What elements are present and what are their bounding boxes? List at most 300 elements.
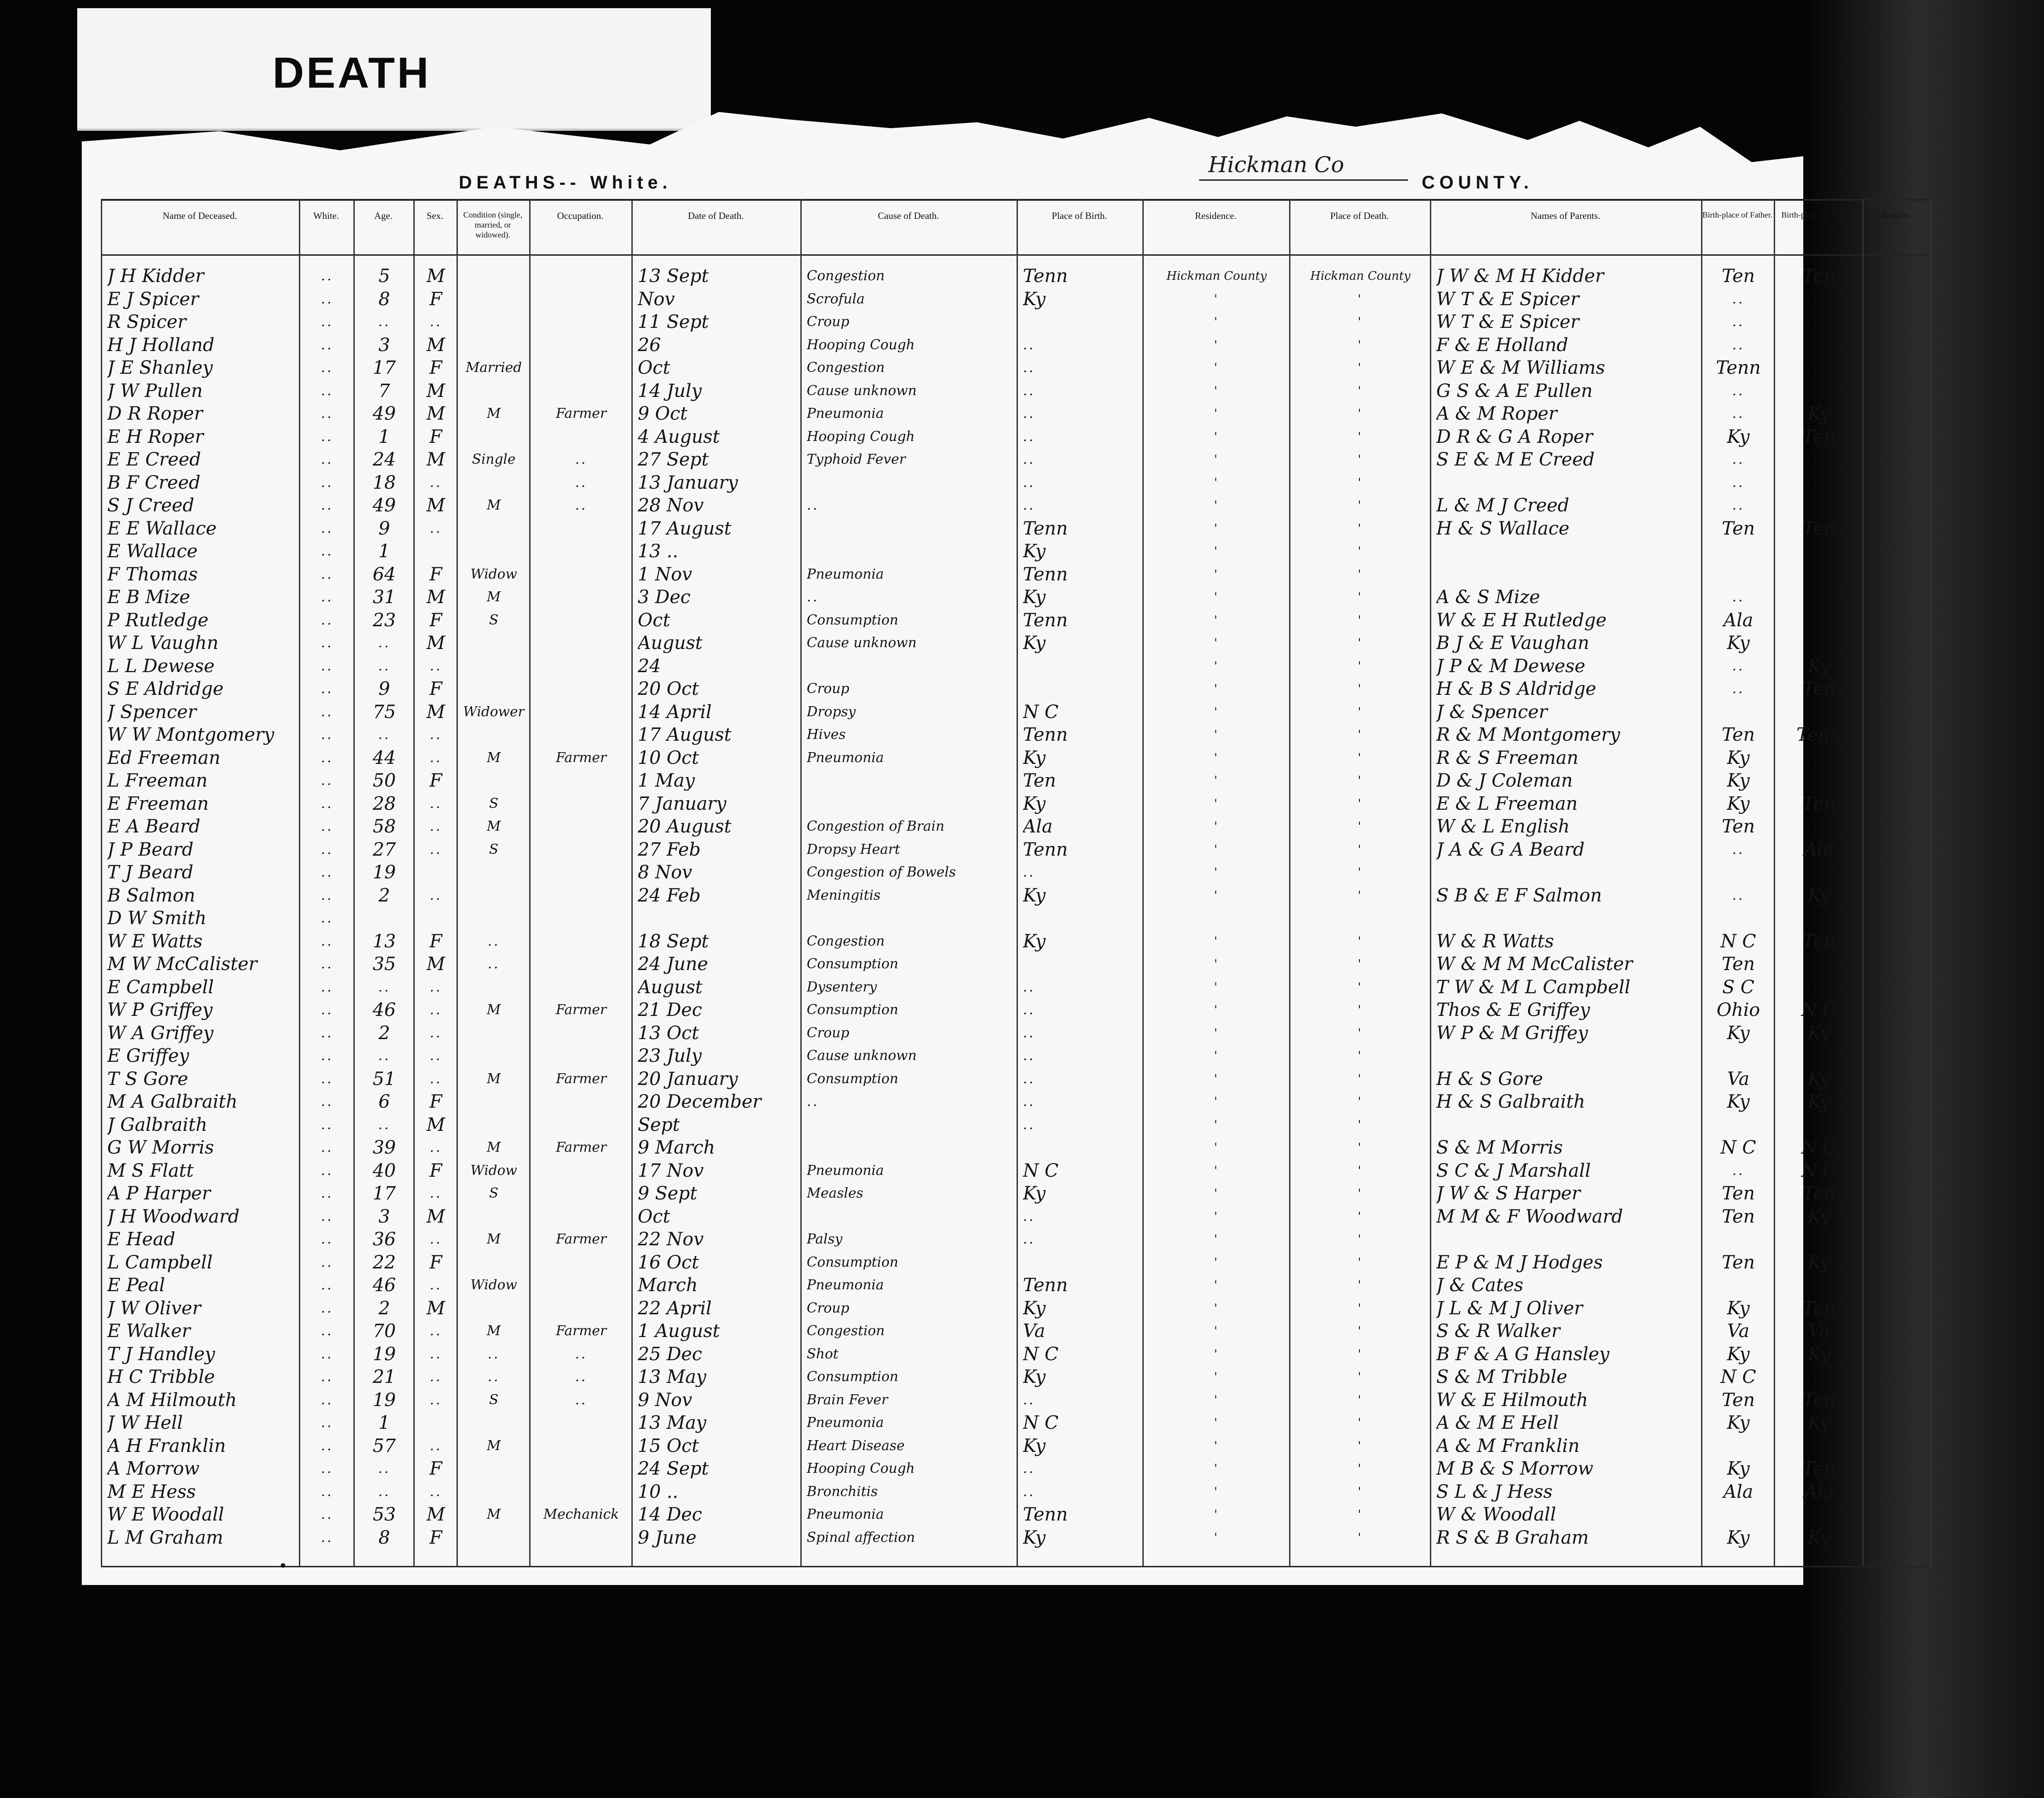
cell-residence: ' xyxy=(1214,613,1220,627)
cell-birthplace xyxy=(1023,310,1138,334)
cell-sex: .. xyxy=(429,795,442,812)
cell-parents: S B & E F Salmon xyxy=(1436,885,1602,906)
cell-cause xyxy=(807,769,1012,793)
cell-parents: W & L English xyxy=(1436,816,1570,837)
cell-residence: ' xyxy=(1214,866,1220,879)
cell-white: .. xyxy=(321,1323,333,1339)
cell-date: 13 Sept xyxy=(638,266,709,287)
cell-cause: .. xyxy=(807,589,819,605)
cell-white: .. xyxy=(321,1185,333,1201)
cell-cause: Heart Disease xyxy=(807,1437,905,1454)
cell-mother-birthplace: Ten xyxy=(1802,1458,1836,1479)
cell-sex: M xyxy=(427,1298,445,1319)
cell-date: 25 Dec xyxy=(638,1343,702,1365)
cell-age: 49 xyxy=(372,495,396,516)
cell-father-birthplace: .. xyxy=(1732,1162,1745,1179)
cell-white: .. xyxy=(321,956,333,972)
cell-residence: ' xyxy=(1214,1187,1220,1200)
cell-father-birthplace xyxy=(1707,906,1769,930)
cell-date: 10 Oct xyxy=(638,747,699,768)
cell-mother-birthplace: Ten xyxy=(1802,793,1836,814)
cell-birthplace: .. xyxy=(1023,360,1036,376)
cell-white: .. xyxy=(321,589,333,605)
cell-parents: W T & E Spicer xyxy=(1436,288,1579,310)
cell-age: 24 xyxy=(372,449,396,470)
cell-white: .. xyxy=(321,451,333,467)
cell-father-birthplace: .. xyxy=(1732,658,1745,674)
table-row xyxy=(0,930,2044,953)
cell-name: J H Woodward xyxy=(107,1206,240,1227)
cell-father-birthplace: Ky xyxy=(1727,633,1750,654)
cell-mother-birthplace: .. xyxy=(1812,474,1826,490)
cell-birthplace: .. xyxy=(1023,1116,1036,1133)
cell-father-birthplace: .. xyxy=(1732,589,1745,605)
cell-parents: S & M Morris xyxy=(1436,1137,1563,1158)
cell-age: 9 xyxy=(378,679,390,699)
cell-birthplace: Tenn xyxy=(1023,518,1068,539)
cell-birthplace: .. xyxy=(1023,1025,1036,1041)
cell-white: .. xyxy=(321,1048,333,1064)
cell-date: 9 Oct xyxy=(638,403,688,424)
cell-age: 31 xyxy=(372,587,396,608)
cell-age: 70 xyxy=(372,1321,396,1342)
table-row xyxy=(0,1205,2044,1228)
column-header-name: Name of Deceased. xyxy=(163,210,237,221)
cell-white: .. xyxy=(321,1231,333,1247)
cell-father-birthplace: .. xyxy=(1732,497,1745,513)
table-row xyxy=(0,494,2044,517)
cell-sex: F xyxy=(429,1252,442,1273)
cell-place-of-death: ' xyxy=(1358,1233,1363,1246)
cell-name: D W Smith xyxy=(107,908,207,929)
cell-birthplace: .. xyxy=(1023,1208,1036,1224)
cell-parents xyxy=(1436,1228,1697,1251)
cell-birthplace: Tenn xyxy=(1023,609,1068,631)
cell-sex: F xyxy=(429,564,442,585)
cell-sex: M xyxy=(427,1206,445,1227)
cell-cause: .. xyxy=(807,497,819,513)
cell-place-of-death: ' xyxy=(1358,751,1363,765)
cell-father-birthplace: N C xyxy=(1720,1367,1756,1387)
table-row xyxy=(0,563,2044,586)
table-row xyxy=(0,1113,2044,1137)
cell-birthplace xyxy=(1023,952,1138,976)
cell-cause xyxy=(807,471,1012,495)
cell-date: 20 January xyxy=(638,1068,738,1090)
cell-condition xyxy=(463,1480,525,1504)
cell-father-birthplace: N C xyxy=(1720,931,1756,952)
cell-cause: Hooping Cough xyxy=(807,1461,915,1476)
cell-white: .. xyxy=(321,360,333,376)
cell-condition: M xyxy=(486,1070,501,1087)
cell-sex: .. xyxy=(429,658,442,674)
cell-mother-birthplace: .. xyxy=(1812,451,1826,467)
cell-residence: ' xyxy=(1214,842,1220,857)
cell-residence: ' xyxy=(1214,1416,1220,1430)
cell-birthplace: N C xyxy=(1023,701,1059,723)
cell-white: .. xyxy=(321,703,333,720)
cell-place-of-death: ' xyxy=(1358,1255,1363,1269)
cell-father-birthplace: N C xyxy=(1720,1137,1756,1158)
cell-condition: Widow xyxy=(470,566,517,582)
cell-place-of-death: ' xyxy=(1358,636,1363,650)
cell-occupation xyxy=(536,540,627,563)
cell-white: .. xyxy=(321,314,333,330)
cell-parents: D & J Coleman xyxy=(1436,770,1573,791)
cell-father-birthplace: .. xyxy=(1732,887,1745,903)
cell-residence: ' xyxy=(1214,292,1220,306)
table-row xyxy=(0,1503,2044,1526)
cell-birthplace: Ky xyxy=(1023,541,1046,562)
cell-residence: ' xyxy=(1214,888,1220,902)
ledger-rule xyxy=(101,1566,1930,1567)
cell-mother-birthplace: Ky xyxy=(1807,1343,1831,1365)
cell-father-birthplace xyxy=(1707,1503,1769,1526)
cell-white: .. xyxy=(321,1070,333,1087)
county-label: COUNTY. xyxy=(1422,173,1533,193)
cell-parents: S L & J Hess xyxy=(1436,1481,1553,1502)
cell-birthplace: N C xyxy=(1023,1160,1059,1181)
cell-condition xyxy=(463,976,525,999)
table-row xyxy=(0,1090,2044,1114)
cell-residence: ' xyxy=(1214,521,1220,535)
cell-cause: Hives xyxy=(807,727,846,743)
cell-sex: .. xyxy=(429,979,442,995)
cell-mother-birthplace: Ky xyxy=(1807,885,1831,906)
cell-occupation xyxy=(536,1480,627,1504)
cell-age: 64 xyxy=(372,564,396,585)
cell-cause: Dropsy Heart xyxy=(807,841,900,857)
cell-age: 3 xyxy=(378,334,390,356)
cell-sex: .. xyxy=(429,520,442,536)
cell-occupation xyxy=(536,356,627,380)
cell-residence: ' xyxy=(1214,1347,1220,1361)
cell-father-birthplace xyxy=(1707,1044,1769,1068)
cell-residence: ' xyxy=(1214,1508,1220,1521)
cell-sex: F xyxy=(429,679,442,699)
cell-date: 3 Dec xyxy=(638,587,691,608)
cell-cause: Pneumonia xyxy=(807,1415,884,1431)
cell-age: 21 xyxy=(372,1367,396,1387)
cell-place-of-death: ' xyxy=(1358,1118,1363,1132)
cell-white: .. xyxy=(321,520,333,536)
cell-condition xyxy=(463,1044,525,1068)
table-row xyxy=(0,540,2044,563)
cell-father-birthplace: .. xyxy=(1732,337,1745,353)
cell-condition: .. xyxy=(487,1369,500,1385)
cell-occupation: Farmer xyxy=(556,1139,607,1155)
cell-parents: T W & M L Campbell xyxy=(1436,976,1631,998)
cell-white: .. xyxy=(321,1529,333,1545)
cell-date: 17 Nov xyxy=(638,1160,704,1181)
cell-parents: J & Spencer xyxy=(1436,701,1548,723)
cell-father-birthplace: Ala xyxy=(1723,609,1753,631)
cell-date: 9 March xyxy=(638,1137,715,1158)
cell-place-of-death: ' xyxy=(1358,705,1363,719)
cell-age: .. xyxy=(378,658,391,674)
cell-birthplace xyxy=(1023,654,1138,678)
cell-condition: M xyxy=(486,818,501,834)
column-header-date: Date of Death. xyxy=(688,210,744,221)
cell-mother-birthplace: Ten xyxy=(1802,518,1836,539)
column-header-mother-birthplace: Birth-place of Mother. xyxy=(1781,210,1855,219)
cell-father-birthplace: Va xyxy=(1727,1321,1750,1342)
cell-condition: M xyxy=(486,589,501,605)
cell-white: .. xyxy=(321,382,333,399)
cell-sex: .. xyxy=(429,1185,442,1201)
cell-name: W A Griffey xyxy=(107,1022,213,1044)
cell-occupation xyxy=(536,861,627,884)
cell-occupation xyxy=(536,838,627,862)
cell-residence: ' xyxy=(1214,1255,1220,1269)
cell-age: 53 xyxy=(372,1504,396,1525)
cell-residence: ' xyxy=(1214,545,1220,558)
cell-sex: .. xyxy=(429,1002,442,1018)
cell-sex: F xyxy=(429,1527,442,1548)
cell-residence: ' xyxy=(1214,1531,1220,1545)
cell-condition xyxy=(463,906,525,930)
cell-mother-birthplace: Ten xyxy=(1802,1389,1836,1411)
cell-condition: .. xyxy=(487,956,500,972)
cell-occupation: .. xyxy=(575,497,588,513)
table-row xyxy=(0,1480,2044,1504)
cell-date: Oct xyxy=(638,609,670,631)
cell-sex: .. xyxy=(429,841,442,857)
cell-condition: Widow xyxy=(470,1277,517,1293)
cell-date: 24 Feb xyxy=(638,885,701,906)
cell-occupation xyxy=(536,379,627,403)
cell-birthplace: .. xyxy=(1023,337,1036,353)
cell-date: 28 Nov xyxy=(638,495,704,516)
cell-sex: M xyxy=(427,1114,445,1135)
cell-condition xyxy=(463,861,525,884)
cell-age: 3 xyxy=(378,1206,390,1227)
cell-father-birthplace: Ten xyxy=(1722,1389,1755,1411)
cell-occupation xyxy=(536,1411,627,1435)
cell-place-of-death: ' xyxy=(1358,797,1363,811)
cell-cause: Congestion xyxy=(807,360,885,376)
cell-birthplace: .. xyxy=(1023,406,1036,421)
cell-age: .. xyxy=(378,635,391,651)
cell-date: 14 Dec xyxy=(638,1504,702,1525)
cell-place-of-death: ' xyxy=(1358,476,1363,490)
cell-date: 1 Nov xyxy=(638,564,692,585)
table-row xyxy=(0,609,2044,632)
cell-parents: B J & E Vaughan xyxy=(1436,633,1589,654)
cell-sex: F xyxy=(429,1458,442,1479)
cell-parents: J & Cates xyxy=(1436,1275,1523,1296)
cell-residence: ' xyxy=(1214,1370,1220,1384)
cell-place-of-death: ' xyxy=(1358,1324,1363,1338)
cell-age: 19 xyxy=(372,1389,396,1411)
cell-sex: F xyxy=(429,931,442,952)
cell-residence: ' xyxy=(1214,728,1220,742)
ledger-rule xyxy=(101,199,1930,201)
cell-residence: ' xyxy=(1214,430,1220,444)
cell-name: J W Oliver xyxy=(107,1298,201,1319)
table-row xyxy=(0,1365,2044,1389)
table-row xyxy=(0,861,2044,884)
cell-date: 7 January xyxy=(638,793,727,814)
cell-condition xyxy=(463,540,525,563)
cell-cause: Cause unknown xyxy=(807,635,917,651)
table-row xyxy=(0,1044,2044,1068)
cell-cause: Typhoid Fever xyxy=(807,451,906,467)
cell-cause: Cause unknown xyxy=(807,1048,917,1064)
cell-name: A H Franklin xyxy=(107,1435,226,1456)
cell-white: .. xyxy=(321,818,333,834)
cell-father-birthplace: Ky xyxy=(1727,1412,1750,1433)
cell-white: .. xyxy=(321,727,333,743)
table-row xyxy=(0,998,2044,1022)
table-row xyxy=(0,654,2044,678)
cell-residence: ' xyxy=(1214,774,1220,788)
cell-age: 2 xyxy=(378,1022,390,1044)
cell-father-birthplace: .. xyxy=(1732,841,1745,857)
cell-white: .. xyxy=(321,1461,333,1476)
cell-residence: ' xyxy=(1214,1485,1220,1499)
cell-date: 9 Sept xyxy=(638,1183,697,1204)
cell-name: J W Pullen xyxy=(107,380,203,401)
cell-age: .. xyxy=(378,979,391,995)
cell-birthplace: .. xyxy=(1023,451,1036,467)
cell-parents: L & M J Creed xyxy=(1436,495,1569,516)
cell-place-of-death: ' xyxy=(1358,1164,1363,1178)
cell-mother-birthplace: .. xyxy=(1812,635,1826,651)
cell-date: 13 January xyxy=(638,472,738,493)
cell-condition xyxy=(463,1457,525,1481)
cell-age: 49 xyxy=(372,403,396,424)
cell-residence: ' xyxy=(1214,1141,1220,1154)
cell-name: L M Graham xyxy=(107,1527,223,1548)
cell-cause: .. xyxy=(807,1094,819,1110)
sheet-mark xyxy=(281,1563,285,1568)
cell-date: March xyxy=(638,1275,698,1296)
cell-condition xyxy=(463,333,525,357)
cell-father-birthplace: Ky xyxy=(1727,1298,1750,1319)
cell-white: .. xyxy=(321,1208,333,1224)
cell-birthplace: Tenn xyxy=(1023,266,1068,287)
cell-occupation xyxy=(536,1251,627,1274)
cell-sex xyxy=(420,861,452,884)
cell-name: T J Handley xyxy=(107,1343,215,1365)
cell-mother-birthplace: Ky xyxy=(1807,1527,1831,1548)
cell-place-of-death: ' xyxy=(1358,1278,1363,1292)
cell-mother-birthplace xyxy=(1780,700,1858,724)
cell-place-of-death: ' xyxy=(1358,384,1363,398)
cell-name: W W Montgomery xyxy=(107,724,274,745)
table-row xyxy=(0,1182,2044,1205)
cell-mother-birthplace: .. xyxy=(1812,612,1826,628)
cell-occupation: .. xyxy=(575,1392,588,1408)
cell-cause xyxy=(807,1113,1012,1137)
cell-condition xyxy=(463,1297,525,1320)
cell-occupation: .. xyxy=(575,451,588,467)
cell-occupation xyxy=(536,815,627,838)
cell-sex: F xyxy=(429,426,442,447)
cell-father-birthplace: Ky xyxy=(1727,793,1750,814)
cell-occupation: Farmer xyxy=(556,1070,607,1087)
cell-date xyxy=(638,906,796,930)
cell-white: .. xyxy=(321,887,333,903)
record-tab xyxy=(77,8,711,131)
cell-date: August xyxy=(638,976,703,998)
cell-condition xyxy=(463,425,525,449)
cell-mother-birthplace: Tenn xyxy=(1796,724,1841,745)
cell-parents: M M & F Woodward xyxy=(1436,1206,1623,1227)
cell-condition xyxy=(463,1090,525,1114)
cell-condition xyxy=(463,471,525,495)
cell-date: 13 May xyxy=(638,1412,707,1433)
cell-age: 1 xyxy=(378,541,390,562)
cell-place-of-death: ' xyxy=(1358,453,1363,466)
cell-white: .. xyxy=(321,1277,333,1293)
cell-sex: M xyxy=(427,403,445,424)
cell-age: 51 xyxy=(372,1068,396,1090)
cell-sex: M xyxy=(427,495,445,516)
cell-cause: Bronchitis xyxy=(807,1483,878,1500)
cell-place-of-death: ' xyxy=(1358,499,1363,512)
cell-name: E Campbell xyxy=(107,976,214,998)
cell-age: 8 xyxy=(378,1527,390,1548)
cell-place-of-death: ' xyxy=(1358,1508,1363,1521)
cell-place-of-death: ' xyxy=(1358,338,1363,352)
cell-place-of-death: ' xyxy=(1358,774,1363,788)
cell-residence: ' xyxy=(1214,1439,1220,1453)
cell-age: 57 xyxy=(372,1435,396,1456)
cell-condition xyxy=(463,379,525,403)
cell-cause: Pneumonia xyxy=(807,1162,884,1179)
cell-place-of-death: ' xyxy=(1358,1393,1363,1407)
cell-parents: M B & S Morrow xyxy=(1436,1458,1593,1479)
cell-father-birthplace: Tenn xyxy=(1716,357,1761,378)
cell-parents xyxy=(1436,540,1697,563)
cell-parents: A & S Mize xyxy=(1436,587,1540,608)
cell-age: 19 xyxy=(372,1343,396,1365)
cell-residence: ' xyxy=(1214,1118,1220,1132)
cell-birthplace: Ky xyxy=(1023,931,1046,952)
cell-mother-birthplace: Ten xyxy=(1802,1298,1836,1319)
cell-mother-birthplace: .. xyxy=(1812,749,1826,766)
cell-parents xyxy=(1436,861,1697,884)
cell-name: M S Flatt xyxy=(107,1160,194,1181)
cell-sex: M xyxy=(427,587,445,608)
cell-white: .. xyxy=(321,612,333,628)
cell-occupation xyxy=(536,976,627,999)
cell-mother-birthplace: Ten xyxy=(1802,931,1836,952)
cell-condition xyxy=(463,631,525,655)
cell-occupation xyxy=(536,1434,627,1458)
cell-residence: ' xyxy=(1214,682,1220,696)
cell-mother-birthplace xyxy=(1780,540,1858,563)
column-header-age: Age. xyxy=(374,210,393,221)
cell-white: .. xyxy=(321,474,333,490)
cell-condition: M xyxy=(486,1231,501,1247)
cell-name: W E Watts xyxy=(107,931,203,952)
cell-place-of-death: ' xyxy=(1358,866,1363,879)
cell-residence: ' xyxy=(1214,1072,1220,1086)
cell-birthplace: Ala xyxy=(1023,816,1053,837)
cell-name: J W Hell xyxy=(107,1412,183,1433)
cell-place-of-death: ' xyxy=(1358,567,1363,581)
cell-sex: .. xyxy=(429,1048,442,1064)
cell-white: .. xyxy=(321,497,333,513)
cell-occupation xyxy=(536,1044,627,1068)
cell-cause xyxy=(807,654,1012,678)
cell-place-of-death: ' xyxy=(1358,842,1363,857)
cell-cause: Consumption xyxy=(807,1369,898,1385)
cell-sex: .. xyxy=(429,1070,442,1087)
